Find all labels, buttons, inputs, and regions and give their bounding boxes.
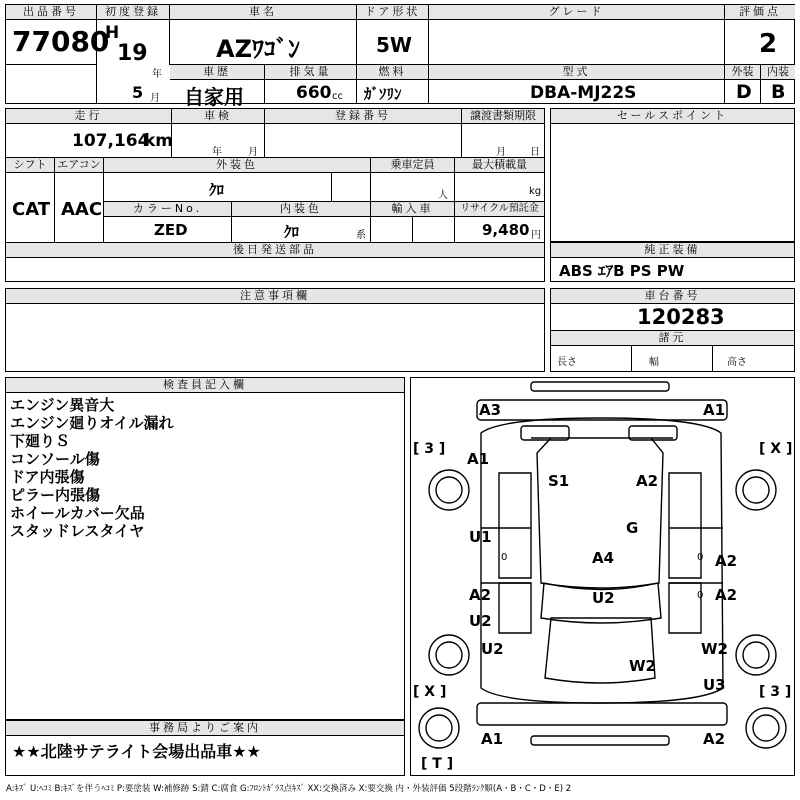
model-label: 型式 (429, 65, 724, 80)
small-mark: 0 (697, 590, 704, 601)
max-load-label: 最大積載量 (455, 158, 544, 173)
transfer-label: 譲渡書類期限 (462, 109, 544, 124)
ac-label: エアコン (55, 158, 103, 173)
inspection-label: 車検 (172, 109, 264, 124)
chassis-label: 車台番号 (551, 289, 794, 304)
transfer-day-unit: 日 (530, 147, 540, 158)
bracket-label: [ 3 ] (759, 684, 792, 700)
displacement-value: 660 (296, 83, 332, 103)
damage-mark: W2 (629, 657, 656, 675)
recycle-unit: 円 (531, 230, 541, 241)
color-no-value: ZED (154, 221, 188, 239)
caution-box (5, 288, 545, 372)
damage-mark: A1 (703, 401, 726, 419)
damage-mark: A2 (636, 472, 659, 490)
damage-mark: A2 (469, 586, 492, 604)
car-name-label: 車名 (170, 5, 356, 20)
damage-mark: U1 (469, 528, 492, 546)
damage-mark: A4 (592, 549, 615, 567)
note-line: コンソール傷 (10, 450, 100, 468)
note-line: スタッドレスタイヤ (10, 522, 145, 540)
year-unit: 年 (152, 69, 162, 80)
fuel-label: 燃料 (357, 65, 428, 80)
damage-mark: A1 (467, 450, 490, 468)
equipment-label: 純正装備 (551, 243, 794, 258)
note-line: エンジン廻りオイル漏れ (10, 414, 174, 432)
sales-point-box (550, 108, 795, 242)
recycle-value: 9,480 (482, 221, 530, 239)
reg-month: 5 (132, 83, 144, 102)
capacity-label: 乗車定員 (371, 158, 454, 173)
small-mark: 0 (697, 552, 704, 563)
bracket-label: [ 3 ] (413, 441, 446, 457)
history-value: 自家用 (184, 85, 244, 109)
lot-number: 77080 (12, 25, 110, 58)
note-line: 下廻りＳ (10, 432, 71, 450)
note-line: ピラー内張傷 (10, 486, 101, 504)
grade-label: グレード (429, 5, 724, 20)
office-box (5, 720, 405, 776)
import-label: 輸入車 (371, 202, 454, 217)
width-label: 幅 (649, 357, 659, 368)
damage-mark: A3 (479, 401, 502, 419)
later-parts-label: 後日発送部品 (6, 243, 544, 258)
shift-label: シフト (6, 158, 54, 173)
door-type: 5W (376, 33, 412, 57)
specs-label: 諸元 (551, 330, 794, 346)
car-diagram (411, 378, 794, 775)
color-no-label: カラーNo. (104, 202, 231, 217)
displacement-unit: cc (332, 91, 343, 102)
capacity-unit: 人 (438, 190, 448, 201)
damage-mark: U2 (592, 589, 615, 607)
max-load-unit: kg (529, 186, 542, 197)
int-color-label: 内装色 (232, 202, 370, 217)
note-line: エンジン異音大 (10, 396, 115, 414)
recycle-label: リサイクル預託金 (455, 202, 544, 217)
damage-mark: A1 (481, 730, 504, 748)
interior-label: 内装 (761, 65, 795, 80)
car-name: AZﾜｺﾞﾝ (216, 35, 300, 63)
mileage-label: 走行 (6, 109, 171, 124)
car-diagram-box (410, 377, 795, 776)
insp-year-unit: 年 (212, 147, 222, 158)
ext-color-value: ｸﾛ (209, 181, 225, 199)
damage-mark: U2 (481, 640, 504, 658)
office-label: 事務局よりご案内 (6, 721, 404, 736)
bracket-label: [ X ] (759, 441, 793, 457)
office-note: ★★北陸サテライト会場出品車★★ (12, 742, 261, 761)
details-block (5, 108, 545, 282)
ext-color-label: 外装色 (104, 158, 370, 173)
fuel-value: ｶﾞｿﾘﾝ (364, 85, 402, 103)
chassis-number: 120283 (637, 305, 725, 329)
header-block (5, 4, 795, 109)
era: H (105, 23, 120, 43)
score-value: 2 (759, 29, 778, 59)
mileage-unit: km (144, 131, 174, 151)
damage-mark: A2 (715, 586, 738, 604)
bracket-label: [ X ] (413, 684, 447, 700)
sales-point-label: セールスポイント (551, 109, 794, 124)
bracket-label: [ T ] (421, 756, 454, 772)
model-value: DBA-MJ22S (530, 83, 637, 103)
int-color-unit: 系 (356, 230, 366, 241)
length-label: 長さ (557, 357, 577, 368)
equipment-box (550, 242, 795, 282)
chassis-box (550, 288, 795, 372)
equipment-value: ABS ｴｱB PS PW (559, 262, 685, 280)
note-line: ドア内張傷 (10, 468, 85, 486)
lot-label: 出品番号 (6, 5, 96, 20)
note-line: ホイールカバー欠品 (10, 504, 145, 522)
inspector-label: 検査員記入欄 (6, 378, 404, 393)
damage-mark: G (626, 519, 639, 537)
caution-label: 注意事項欄 (6, 289, 544, 304)
shift-value: CAT (12, 199, 51, 220)
damage-mark: W2 (701, 640, 728, 658)
inspector-box (5, 377, 405, 720)
inspector-notes (10, 396, 174, 540)
interior-grade: B (771, 81, 786, 103)
legend: A:ｷｽﾞ U:ﾍｺﾐ B:ｷｽﾞを伴うﾍｺﾐ P:要塗装 W:補修跡 S:錆 C:腐食 G:ﾌﾛﾝﾄｶﾞﾗｽ点ｷｽﾞ XX:交換済み X:要交換 内・外装評価 5段階ﾗﾝｸ順(A・B・C・D・E) 2 (6, 784, 572, 794)
ac-value: AAC (61, 199, 103, 220)
int-color-value: ｸﾛ (284, 223, 300, 241)
reg-no-label: 登録番号 (265, 109, 461, 124)
damage-mark: U2 (469, 612, 492, 630)
transfer-month-unit: 月 (496, 147, 506, 158)
month-unit: 月 (150, 93, 160, 104)
height-label: 高さ (727, 357, 747, 368)
reg-year: 19 (117, 41, 148, 66)
mileage-value: 107,164 (72, 131, 150, 151)
insp-month-unit: 月 (248, 147, 258, 158)
history-label: 車歴 (170, 65, 264, 80)
exterior-label: 外装 (725, 65, 760, 80)
displacement-label: 排気量 (265, 65, 356, 80)
door-label: ドア形状 (357, 5, 428, 20)
first-reg-label: 初度登録 (97, 5, 169, 20)
small-mark: 0 (501, 552, 508, 563)
damage-mark: A2 (703, 730, 726, 748)
exterior-grade: D (736, 81, 752, 103)
score-label: 評価点 (725, 5, 795, 20)
damage-mark: U3 (703, 676, 726, 694)
damage-mark: S1 (548, 472, 570, 490)
damage-mark: A2 (715, 552, 738, 570)
